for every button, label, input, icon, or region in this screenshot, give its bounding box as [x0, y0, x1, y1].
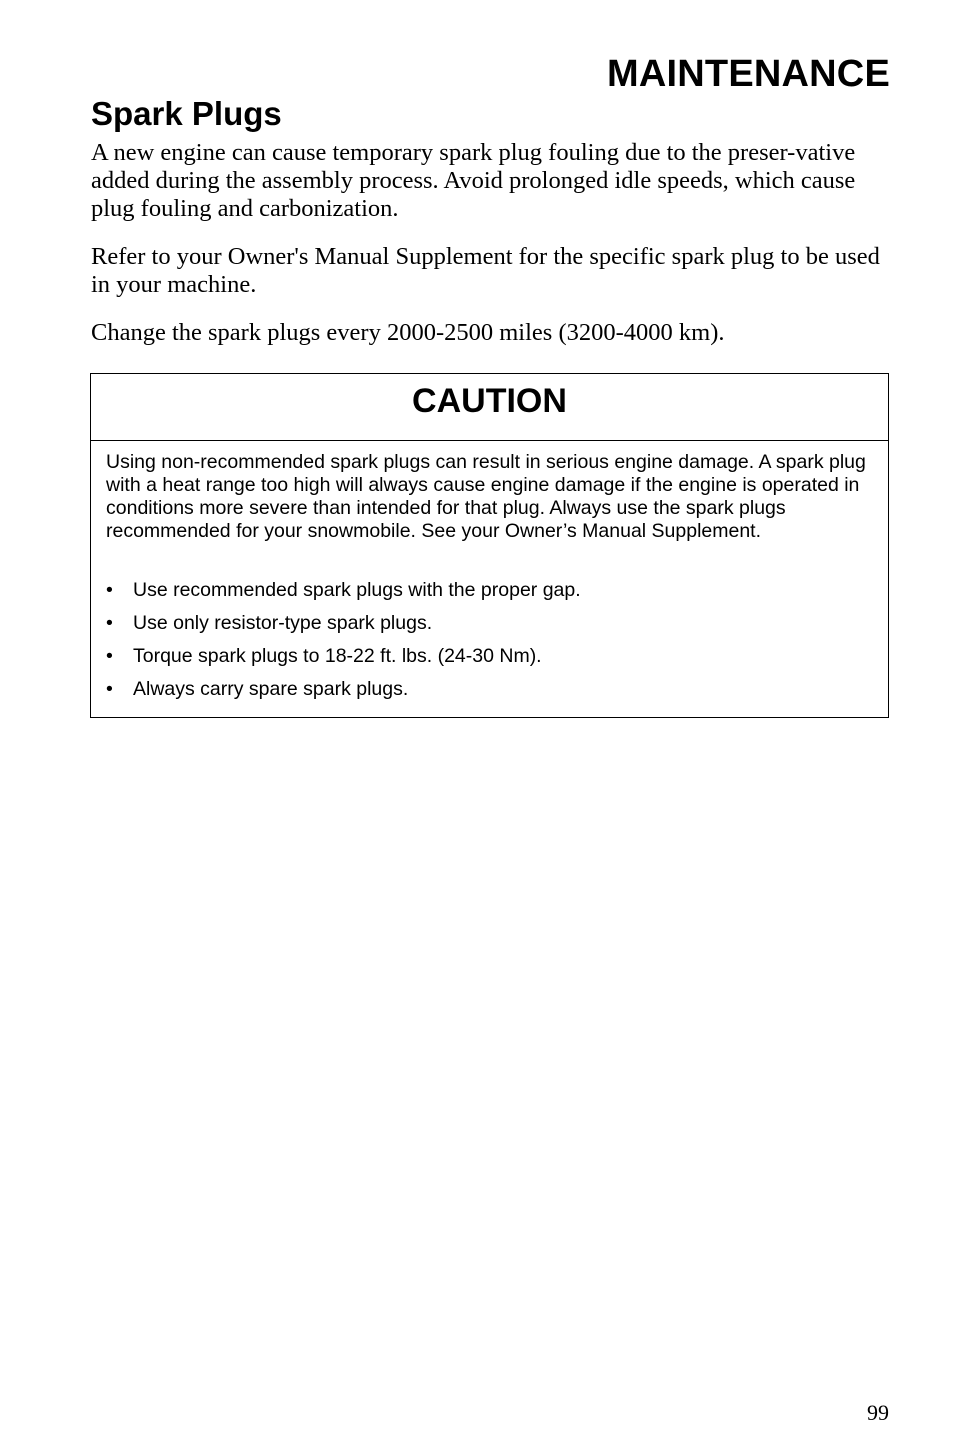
- caution-header: [91, 374, 888, 441]
- list-item: [106, 612, 581, 645]
- bullet: •: [106, 579, 113, 601]
- caution-box: [90, 373, 889, 718]
- caution-title: CAUTION: [412, 382, 567, 420]
- page-number: 99: [867, 1400, 889, 1425]
- bullet: •: [106, 645, 113, 667]
- paragraph-fouling: A new engine can cause temporary spark plug fouling due to the preser-vative added during the assembly process. Avoid prolonged idle speeds, which cause plug fouling and carbonization.: [91, 139, 856, 222]
- list-item-text: Torque spark plugs to 18-22 ft. lbs. (24-30 Nm).: [133, 645, 542, 667]
- caution-list: [106, 579, 581, 711]
- list-item: [106, 678, 581, 711]
- paragraph-interval: Change the spark plugs every 2000-2500 miles (3200-4000 km).: [91, 319, 725, 346]
- page-heading: Spark Plugs: [91, 95, 282, 132]
- bullet: •: [106, 678, 113, 700]
- list-item-text: Always carry spare spark plugs.: [133, 678, 409, 700]
- paragraph-supplement: Refer to your Owner's Manual Supplement for the specific spark plug to be used in your machine.: [91, 243, 880, 298]
- caution-text: Using non-recommended spark plugs can result in serious engine damage. A spark plug with a heat range too high will always cause engine damage if the engine is operated in conditions more severe than intended for that plug. Always use the spark plugs recommended for your snowmobile. See your Owner’s Manual Supplement.: [106, 451, 866, 542]
- bullet: •: [106, 612, 113, 634]
- section-title: MAINTENANCE: [607, 53, 890, 95]
- list-item: [106, 645, 581, 678]
- list-item: [106, 579, 581, 612]
- list-item-text: Use recommended spark plugs with the proper gap.: [133, 579, 581, 601]
- list-item-text: Use only resistor-type spark plugs.: [133, 612, 433, 634]
